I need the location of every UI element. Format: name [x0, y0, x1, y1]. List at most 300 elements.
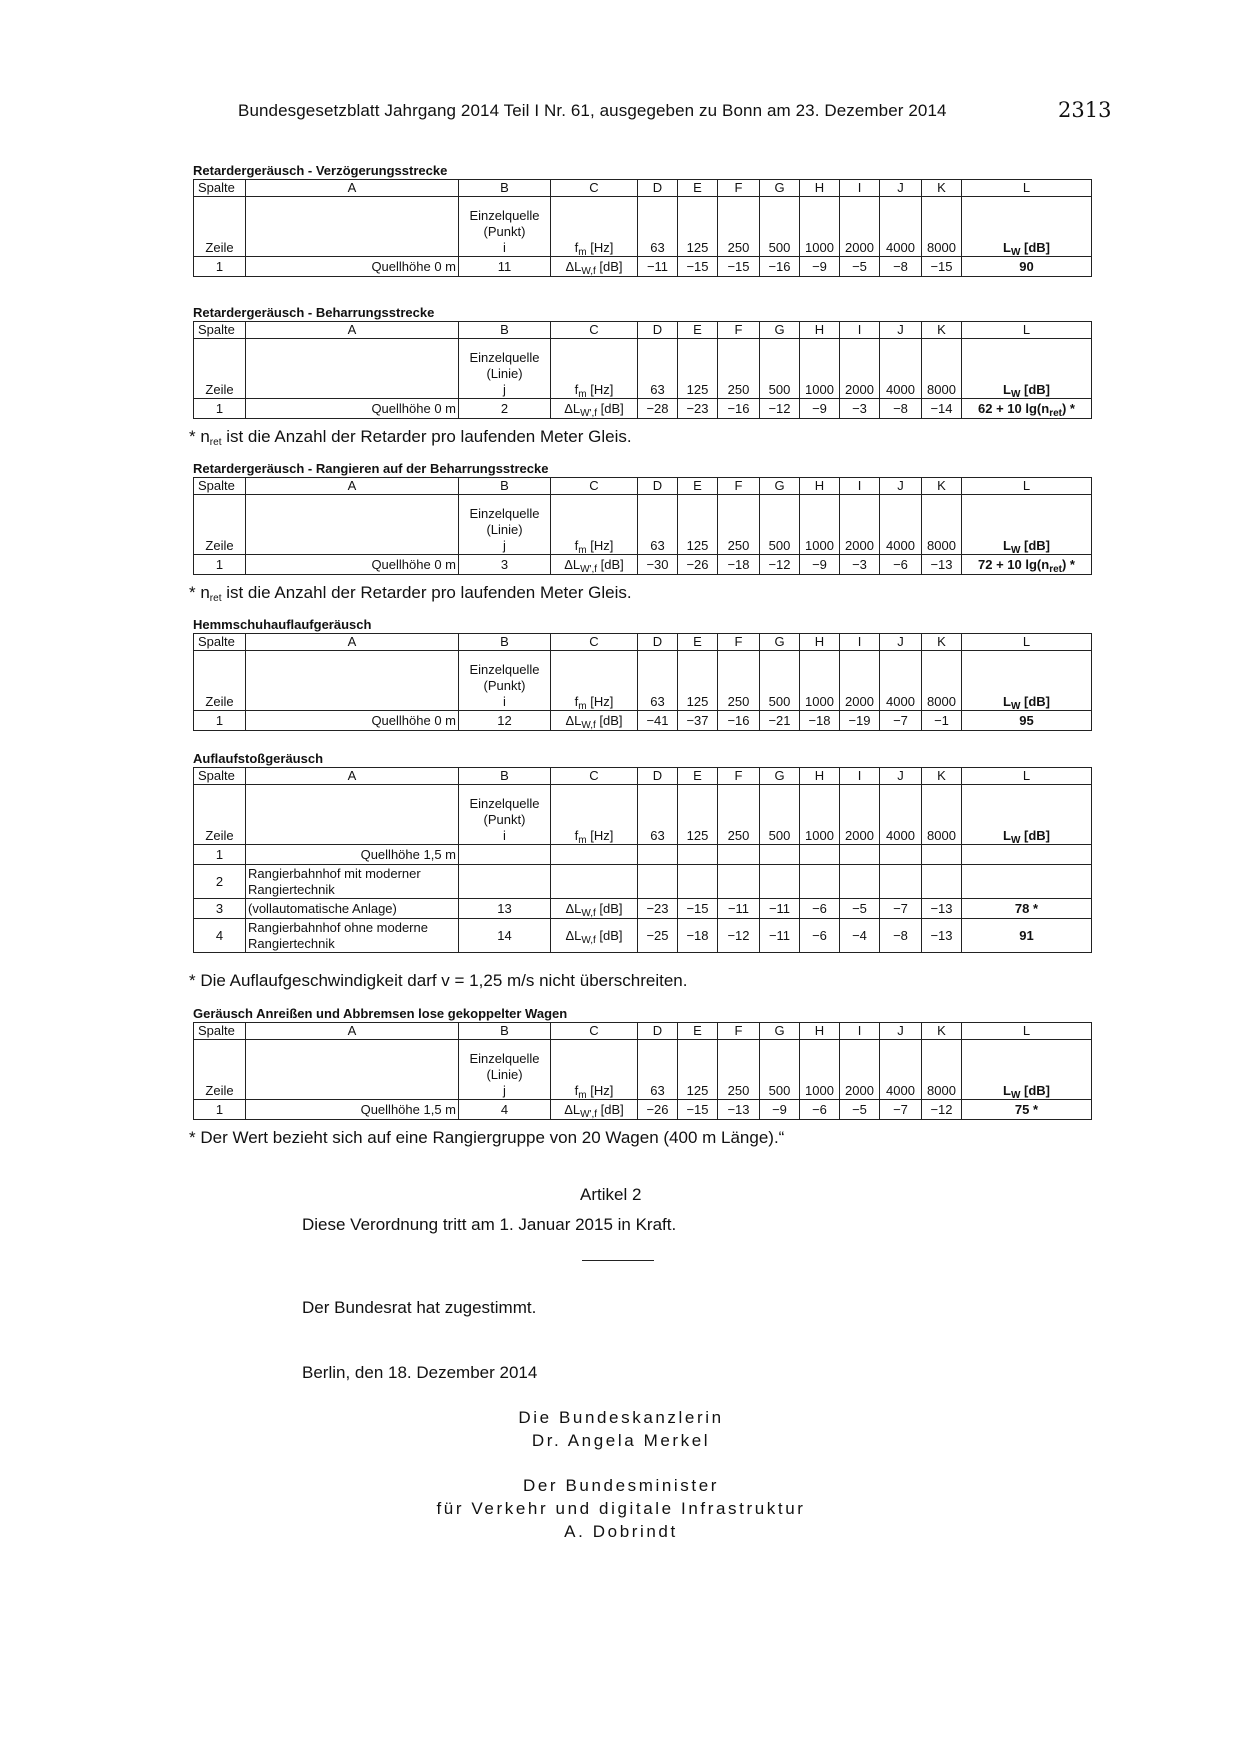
source-index: i	[503, 694, 506, 709]
column-letter: D	[638, 1023, 678, 1040]
lw-label: L	[1002, 382, 1011, 397]
delta-db: [dB]	[595, 258, 623, 274]
row-description: Quellhöhe 0 m	[246, 711, 459, 731]
delta-sub: W,f	[581, 907, 596, 919]
band-value: −30	[638, 555, 678, 575]
signature-minister-name: A. Dobrindt	[564, 1522, 678, 1541]
fm-sub: m	[578, 835, 587, 845]
source-type: (Linie)	[486, 1067, 523, 1082]
band-value: −12	[760, 399, 800, 419]
data-table	[193, 633, 1092, 731]
divider	[582, 1260, 654, 1261]
column-letter: E	[678, 634, 718, 651]
source-id: 13	[459, 899, 551, 919]
delta-sub: W',f	[580, 407, 598, 419]
delta-db: [dB]	[595, 712, 623, 728]
row-number: 1	[194, 257, 246, 277]
freq-band-header: 4000	[880, 339, 922, 399]
column-letter: C	[551, 180, 638, 197]
source-index: j	[503, 382, 506, 397]
column-letter: D	[638, 322, 678, 339]
column-letter: K	[922, 478, 962, 495]
delta-l-label	[551, 919, 638, 953]
column-letter: K	[922, 1023, 962, 1040]
lw-db: [dB]	[1020, 1083, 1050, 1098]
blank-header	[246, 651, 459, 711]
lw-header	[962, 785, 1092, 845]
empty-cell	[551, 845, 638, 865]
lw-value-sub: ret	[1049, 407, 1062, 419]
lw-value-text: 62 + 10 lg(n	[978, 400, 1050, 416]
einzelquelle-header	[459, 197, 551, 257]
fm-label: f	[574, 382, 579, 397]
empty-cell	[800, 865, 840, 899]
footnote-nret-2: * $n_{ret}$ ist die Anzahl der Retarder pro laufenden Meter Gleis.	[189, 583, 632, 604]
band-value: −9	[760, 1100, 800, 1120]
lw-value-text: 95	[1019, 712, 1034, 728]
freq-band-header: 63	[638, 651, 678, 711]
lw-value-text: 75 *	[1014, 1101, 1039, 1117]
source-index: j	[503, 1083, 506, 1098]
column-letter: C	[551, 768, 638, 785]
column-letter: Spalte	[194, 1023, 246, 1040]
column-letter: G	[760, 180, 800, 197]
band-value: −11	[760, 919, 800, 953]
table-title: Auflaufstoßgeräusch	[193, 751, 324, 766]
lw-db: [dB]	[1020, 240, 1050, 255]
place-date: Berlin, den 18. Dezember 2014	[302, 1363, 538, 1382]
empty-cell	[922, 865, 962, 899]
empty-cell	[551, 865, 638, 899]
column-letter: G	[760, 322, 800, 339]
lw-value-end: ) *	[1061, 556, 1075, 572]
einzelquelle-header	[459, 495, 551, 555]
band-value: −14	[922, 399, 962, 419]
empty-cell	[880, 865, 922, 899]
column-letter: Spalte	[194, 322, 246, 339]
column-letter: K	[922, 322, 962, 339]
delta-sub: W',f	[580, 1108, 598, 1120]
delta-l: ΔL	[564, 1101, 581, 1117]
delta-l: ΔL	[564, 400, 581, 416]
page-number: 2313	[1058, 98, 1112, 122]
band-value: −19	[840, 711, 880, 731]
header-title: Bundesgesetzblatt Jahrgang 2014 Teil I Nr. 61, ausgegeben zu Bonn am 23. Dezember 2014	[238, 101, 947, 120]
band-value: −23	[638, 899, 678, 919]
column-letter: J	[880, 1023, 922, 1040]
column-letter: I	[840, 180, 880, 197]
footnote-group: * Der Wert bezieht sich auf eine Rangiergruppe von 20 Wagen (400 m Länge).“	[189, 1128, 785, 1147]
footnote-nret-1: * $n_{ret}$ ist die Anzahl der Retarder pro laufenden Meter Gleis.	[189, 427, 632, 448]
delta-db: [dB]	[597, 556, 624, 572]
data-table	[193, 179, 1092, 277]
blank-header	[246, 1040, 459, 1100]
fm-label: f	[574, 538, 579, 553]
band-value: −11	[718, 899, 760, 919]
column-letter: B	[459, 322, 551, 339]
fm-sub: m	[578, 389, 587, 399]
band-value: −16	[718, 711, 760, 731]
column-letter: Spalte	[194, 180, 246, 197]
empty-cell	[880, 845, 922, 865]
column-letter-row	[194, 634, 1092, 651]
column-letter: B	[459, 768, 551, 785]
column-letter: E	[678, 478, 718, 495]
column-letter: B	[459, 478, 551, 495]
empty-cell	[922, 845, 962, 865]
table-section	[193, 162, 1091, 277]
column-letter: I	[840, 478, 880, 495]
zeile-label: Zeile	[194, 785, 246, 845]
source-id: 3	[459, 555, 551, 575]
freq-band-header: 8000	[922, 785, 962, 845]
band-value: −26	[638, 1100, 678, 1120]
column-letter-row	[194, 322, 1092, 339]
empty-cell	[638, 865, 678, 899]
column-letter: A	[246, 1023, 459, 1040]
column-letter: E	[678, 1023, 718, 1040]
band-value: −3	[840, 555, 880, 575]
band-value: −11	[760, 899, 800, 919]
column-letter: K	[922, 180, 962, 197]
empty-cell	[638, 845, 678, 865]
source-type: (Punkt)	[483, 224, 526, 239]
column-letter: L	[962, 322, 1092, 339]
source-type: (Linie)	[486, 366, 523, 381]
table-title: Hemmschuhauflaufgeräusch	[193, 617, 372, 632]
delta-l-label	[551, 899, 638, 919]
table-row	[194, 845, 1092, 865]
band-value: −18	[718, 555, 760, 575]
freq-band-header: 500	[760, 785, 800, 845]
band-value: −4	[840, 919, 880, 953]
column-letter: I	[840, 1023, 880, 1040]
source-type: (Punkt)	[483, 678, 526, 693]
column-letter: A	[246, 322, 459, 339]
frequency-header	[551, 339, 638, 399]
fm-label: f	[574, 1083, 579, 1098]
fm-label: f	[574, 240, 579, 255]
band-value: −21	[760, 711, 800, 731]
delta-sub: W,f	[581, 934, 596, 946]
band-value: −7	[880, 1100, 922, 1120]
band-value: −15	[678, 899, 718, 919]
empty-cell	[760, 865, 800, 899]
column-letter: K	[922, 634, 962, 651]
column-letter: E	[678, 322, 718, 339]
freq-band-header: 500	[760, 197, 800, 257]
data-table	[193, 1022, 1092, 1120]
freq-band-header: 1000	[800, 339, 840, 399]
freq-band-header: 2000	[840, 651, 880, 711]
band-value: −26	[678, 555, 718, 575]
freq-band-header: 1000	[800, 785, 840, 845]
band-value: −15	[718, 257, 760, 277]
column-letter: C	[551, 322, 638, 339]
delta-db: [dB]	[595, 900, 623, 916]
freq-band-header: 63	[638, 495, 678, 555]
band-value: −8	[880, 919, 922, 953]
freq-band-header: 250	[718, 197, 760, 257]
column-letter: H	[800, 322, 840, 339]
column-letter: Spalte	[194, 634, 246, 651]
source-id: 11	[459, 257, 551, 277]
band-value: −12	[760, 555, 800, 575]
column-letter: C	[551, 634, 638, 651]
freq-band-header: 8000	[922, 197, 962, 257]
frequency-header	[551, 197, 638, 257]
freq-band-header: 125	[678, 785, 718, 845]
lw-header	[962, 339, 1092, 399]
einzelquelle-label: Einzelquelle	[469, 1051, 540, 1066]
einzelquelle-header	[459, 1040, 551, 1100]
column-letter: F	[718, 1023, 760, 1040]
lw-label: L	[1002, 694, 1011, 709]
column-letter-row	[194, 180, 1092, 197]
blank-header	[246, 785, 459, 845]
empty-cell	[760, 845, 800, 865]
lw-db: [dB]	[1020, 538, 1050, 553]
freq-band-header: 125	[678, 197, 718, 257]
row-description: Quellhöhe 0 m	[246, 399, 459, 419]
column-letter: Spalte	[194, 478, 246, 495]
empty-cell	[800, 845, 840, 865]
table-title: Retardergeräusch - Beharrungsstrecke	[193, 305, 435, 320]
einzelquelle-header	[459, 785, 551, 845]
lw-db: [dB]	[1020, 828, 1050, 843]
freq-band-header: 2000	[840, 785, 880, 845]
band-value: −12	[922, 1100, 962, 1120]
empty-cell	[678, 845, 718, 865]
zeile-label: Zeile	[194, 197, 246, 257]
delta-l: ΔL	[565, 258, 582, 274]
lw-label: L	[1002, 1083, 1011, 1098]
row-number: 1	[194, 845, 246, 865]
band-value: −3	[840, 399, 880, 419]
freq-band-header: 8000	[922, 495, 962, 555]
column-letter: K	[922, 768, 962, 785]
column-letter: F	[718, 634, 760, 651]
source-id: 12	[459, 711, 551, 731]
column-letter: G	[760, 634, 800, 651]
band-value: −13	[922, 899, 962, 919]
zeile-label: Zeile	[194, 651, 246, 711]
freq-band-header: 1000	[800, 1040, 840, 1100]
delta-sub: W,f	[581, 719, 596, 731]
delta-db: [dB]	[597, 1101, 624, 1117]
band-value: −41	[638, 711, 678, 731]
band-value: −25	[638, 919, 678, 953]
column-letter: H	[800, 768, 840, 785]
column-letter: L	[962, 478, 1092, 495]
row-description-line: Rangiertechnik	[248, 935, 335, 951]
column-letter: C	[551, 1023, 638, 1040]
consent-text: Der Bundesrat hat zugestimmt.	[302, 1298, 537, 1317]
column-letter: C	[551, 478, 638, 495]
band-value: −13	[922, 555, 962, 575]
delta-db: [dB]	[595, 927, 623, 943]
signature-minister-dept: für Verkehr und digitale Infrastruktur	[436, 1499, 806, 1518]
table-row	[194, 919, 1092, 953]
band-value: −16	[718, 399, 760, 419]
lw-value-text: 78 *	[1014, 900, 1039, 916]
band-value: −18	[678, 919, 718, 953]
lw-sub: W	[1010, 701, 1021, 711]
lw-value-sub: ret	[1049, 563, 1062, 575]
band-value: −12	[718, 919, 760, 953]
freq-band-header: 63	[638, 1040, 678, 1100]
freq-band-header: 500	[760, 339, 800, 399]
freq-band-header: 4000	[880, 785, 922, 845]
blank-header	[246, 495, 459, 555]
column-letter: I	[840, 634, 880, 651]
frequency-header	[551, 495, 638, 555]
lw-value	[962, 555, 1092, 575]
delta-sub: W,f	[581, 265, 596, 277]
freq-band-header: 1000	[800, 197, 840, 257]
table-row	[194, 555, 1092, 575]
lw-label: L	[1002, 240, 1011, 255]
subheader-row	[194, 495, 1092, 555]
source-index: i	[503, 828, 506, 843]
freq-band-header: 125	[678, 651, 718, 711]
column-letter-row	[194, 768, 1092, 785]
band-value: −13	[718, 1100, 760, 1120]
fm-sub: m	[578, 545, 587, 555]
column-letter: A	[246, 634, 459, 651]
lw-value-text: 72 + 10 lg(n	[978, 556, 1050, 572]
signature-kanzlerin-title: Die Bundeskanzlerin	[518, 1408, 724, 1427]
band-value: −6	[880, 555, 922, 575]
column-letter: F	[718, 180, 760, 197]
band-value: −5	[840, 257, 880, 277]
lw-header	[962, 651, 1092, 711]
freq-band-header: 8000	[922, 1040, 962, 1100]
freq-band-header: 250	[718, 651, 760, 711]
band-value: −23	[678, 399, 718, 419]
empty-cell	[718, 845, 760, 865]
delta-sub: W',f	[580, 563, 598, 575]
freq-band-header: 250	[718, 785, 760, 845]
einzelquelle-label: Einzelquelle	[469, 662, 540, 677]
band-value: −5	[840, 899, 880, 919]
column-letter: G	[760, 1023, 800, 1040]
row-description: (vollautomatische Anlage)	[246, 899, 459, 919]
band-value: −15	[922, 257, 962, 277]
band-value: −1	[922, 711, 962, 731]
band-value: −16	[760, 257, 800, 277]
column-letter: J	[880, 768, 922, 785]
band-value: −8	[880, 257, 922, 277]
zeile-label: Zeile	[194, 1040, 246, 1100]
subheader-row	[194, 651, 1092, 711]
table-title: Geräusch Anreißen und Abbremsen lose gekoppelter Wagen	[193, 1006, 568, 1021]
column-letter: D	[638, 180, 678, 197]
table-section	[193, 750, 1091, 953]
column-letter: B	[459, 634, 551, 651]
column-letter: H	[800, 634, 840, 651]
empty-cell	[718, 865, 760, 899]
fm-sub: m	[578, 247, 587, 257]
column-letter: F	[718, 768, 760, 785]
hz-label: [Hz]	[586, 382, 614, 397]
freq-band-header: 125	[678, 495, 718, 555]
freq-band-header: 63	[638, 339, 678, 399]
freq-band-header: 125	[678, 1040, 718, 1100]
column-letter-row	[194, 1023, 1092, 1040]
lw-value-end: ) *	[1061, 400, 1075, 416]
lw-value	[962, 399, 1092, 419]
lw-sub: W	[1010, 1090, 1021, 1100]
einzelquelle-label: Einzelquelle	[469, 796, 540, 811]
lw-header	[962, 197, 1092, 257]
column-letter: H	[800, 180, 840, 197]
fm-sub: m	[578, 1090, 587, 1100]
band-value: −6	[800, 899, 840, 919]
einzelquelle-label: Einzelquelle	[469, 208, 540, 223]
data-table	[193, 321, 1092, 419]
lw-db: [dB]	[1020, 694, 1050, 709]
source-index: j	[503, 538, 506, 553]
lw-value-text: 90	[1019, 258, 1034, 274]
empty-cell	[962, 845, 1092, 865]
signature-minister-title: Der Bundesminister	[522, 1476, 720, 1495]
table-title: Retardergeräusch - Verzögerungsstrecke	[193, 163, 448, 178]
row-description: Quellhöhe 1,5 m	[246, 845, 459, 865]
table-title: Retardergeräusch - Rangieren auf der Beharrungsstrecke	[193, 461, 549, 476]
column-letter-row	[194, 478, 1092, 495]
column-letter: D	[638, 478, 678, 495]
table-row	[194, 1100, 1092, 1120]
lw-sub: W	[1010, 545, 1021, 555]
hz-label: [Hz]	[586, 1083, 614, 1098]
fm-sub: m	[578, 701, 587, 711]
row-number: 1	[194, 711, 246, 731]
row-description: Quellhöhe 0 m	[246, 257, 459, 277]
source-type: (Linie)	[486, 522, 523, 537]
column-letter: L	[962, 634, 1092, 651]
row-description-line: Rangierbahnhof ohne moderne	[248, 919, 428, 935]
einzelquelle-header	[459, 339, 551, 399]
data-table	[193, 767, 1092, 953]
table-row	[194, 865, 1092, 899]
column-letter: L	[962, 180, 1092, 197]
row-number: 1	[194, 1100, 246, 1120]
subheader-row	[194, 785, 1092, 845]
delta-l: ΔL	[565, 712, 582, 728]
row-description-line: Rangierbahnhof mit moderner	[248, 865, 421, 881]
band-value: −7	[880, 711, 922, 731]
freq-band-header: 8000	[922, 651, 962, 711]
blank-header	[246, 197, 459, 257]
freq-band-header: 500	[760, 651, 800, 711]
lw-db: [dB]	[1020, 382, 1050, 397]
column-letter: H	[800, 1023, 840, 1040]
lw-value	[962, 257, 1092, 277]
column-letter: B	[459, 1023, 551, 1040]
row-number: 4	[194, 919, 246, 953]
lw-value	[962, 899, 1092, 919]
delta-l: ΔL	[565, 927, 582, 943]
empty-cell	[840, 865, 880, 899]
column-letter: J	[880, 322, 922, 339]
signature-kanzlerin-name: Dr. Angela Merkel	[531, 1431, 711, 1450]
zeile-label: Zeile	[194, 495, 246, 555]
column-letter: J	[880, 634, 922, 651]
freq-band-header: 2000	[840, 197, 880, 257]
freq-band-header: 63	[638, 197, 678, 257]
column-letter: D	[638, 634, 678, 651]
